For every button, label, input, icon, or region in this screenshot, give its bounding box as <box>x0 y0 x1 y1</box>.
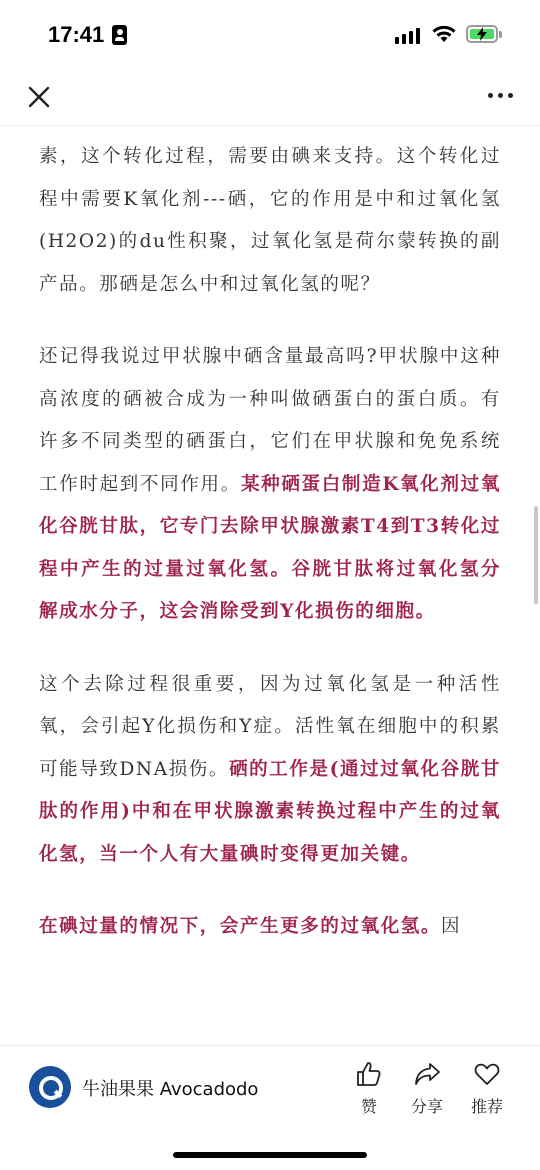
status-bar <box>0 0 540 70</box>
body-text: 这个去除过程很重要，因为过氧化氢是一种活性氧，会引起Y化损伤和Y症。活性氧在细胞中的积累可能导致DNA损伤。 <box>39 673 501 780</box>
like-button[interactable] <box>344 1060 394 1117</box>
article-body <box>39 136 501 1042</box>
article-paragraph <box>39 336 501 634</box>
id-card-icon <box>112 25 127 45</box>
share-label: 分享 <box>410 1097 443 1116</box>
share-icon <box>413 1060 441 1088</box>
top-nav <box>0 70 540 126</box>
battery-icon <box>466 25 498 43</box>
thumbs-up-icon <box>355 1060 383 1088</box>
recommend-label: 推荐 <box>470 1097 503 1116</box>
body-text: 因 <box>441 916 462 937</box>
highlighted-text: 在碘过量的情况下，会产生更多的过氧化氢。 <box>39 916 442 937</box>
like-label: 赞 <box>360 1097 377 1116</box>
close-icon[interactable] <box>24 82 54 112</box>
article-paragraph <box>39 906 501 949</box>
share-button[interactable] <box>402 1060 452 1117</box>
highlighted-text: 某种硒蛋白制造K氧化剂过氧化谷胱甘肽，它专门去除甲状腺激素T4到T3转化过程中产生的过量过氧化氢。谷胱甘肽将过氧化氢分解成水分子，这会消除受到Y化损伤的细胞。 <box>39 473 501 622</box>
heart-icon <box>473 1060 501 1088</box>
recommend-button[interactable] <box>462 1060 512 1117</box>
body-text: 素，这个转化过程，需要由碘来支持。这个转化过程中需要K氧化剂---硒，它的作用是中和过氧化氢(H2O2)的du性积聚，过氧化氢是荷尔蒙转换的副产品。那硒是怎么中和过氧化氢的呢？ <box>39 146 501 295</box>
article-paragraph <box>39 136 501 306</box>
scrollbar[interactable] <box>534 506 538 604</box>
author-name[interactable]: 牛油果果 Avocadodo <box>82 1079 259 1100</box>
home-indicator[interactable] <box>173 1152 367 1158</box>
highlighted-text: 硒的工作是(通过过氧化谷胱甘肽的作用)中和在甲状腺激素转换过程中产生的过氧化氢，当一个人有大量碘时变得更加关键。 <box>39 758 501 865</box>
article-paragraph <box>39 664 501 877</box>
more-icon[interactable] <box>486 88 516 102</box>
author-avatar[interactable] <box>29 1066 71 1108</box>
body-text: 还记得我说过甲状腺中硒含量最高吗?甲状腺中这种高浓度的硒被合成为一种叫做硒蛋白的蛋白质。有许多不同类型的硒蛋白，它们在甲状腺和免免系统工作时起到不同作用。 <box>39 346 501 495</box>
cellular-signal-icon <box>395 26 423 44</box>
wifi-icon <box>432 24 456 44</box>
status-time: 17:41 <box>48 22 105 47</box>
